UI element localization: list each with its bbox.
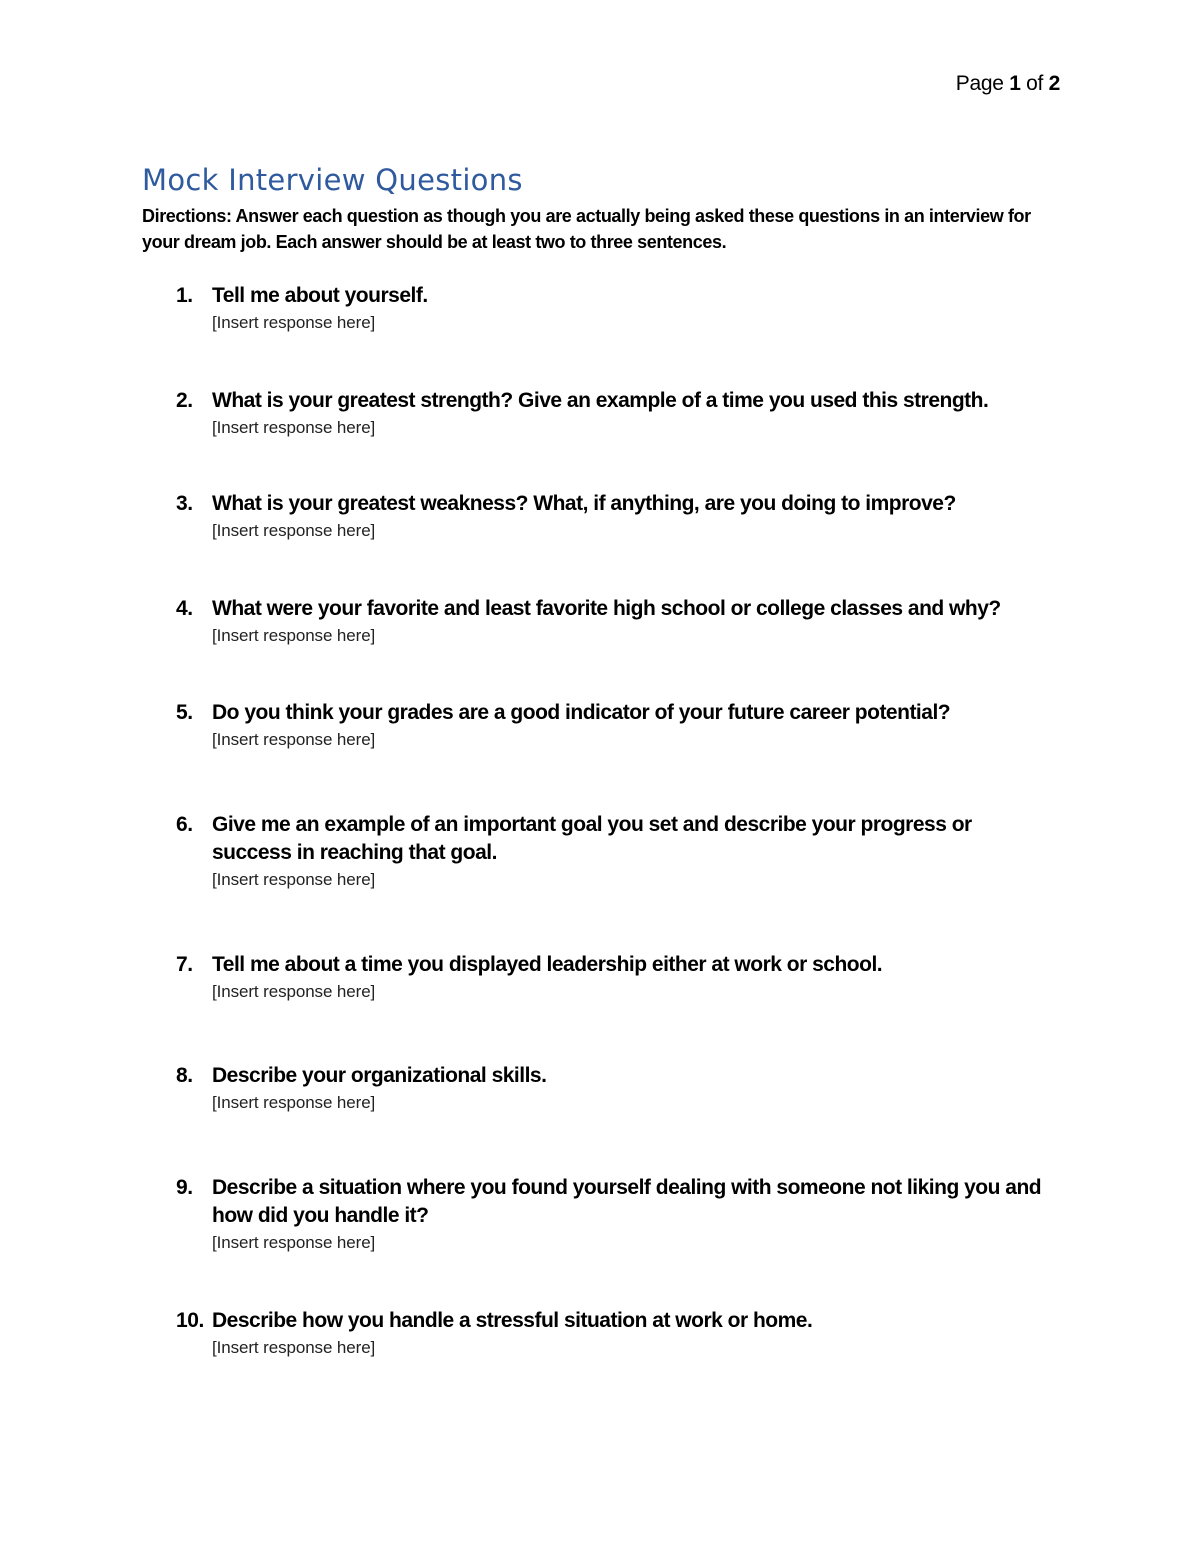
question-text: Describe your organizational skills. — [212, 1064, 547, 1087]
response-placeholder[interactable]: [Insert response here] — [212, 1338, 376, 1357]
page-total: 2 — [1048, 72, 1060, 95]
question-number: 7. — [176, 953, 193, 976]
question-text: What is your greatest strength? Give an example of a time you used this strength. — [212, 389, 989, 412]
question-text: Tell me about a time you displayed leadership either at work or school. — [212, 953, 883, 976]
question-text: Give me an example of an important goal you set and describe your progress or success in reaching that goal. — [212, 813, 972, 864]
question-text: What were your favorite and least favorite high school or college classes and why? — [212, 597, 1001, 620]
question-number: 9. — [176, 1176, 193, 1199]
response-placeholder[interactable]: [Insert response here] — [212, 870, 376, 889]
question-item — [176, 490, 1056, 544]
question-number: 10. — [176, 1309, 204, 1332]
response-placeholder[interactable]: [Insert response here] — [212, 313, 376, 332]
question-number: 2. — [176, 389, 193, 412]
question-item — [176, 811, 1056, 893]
response-placeholder[interactable]: [Insert response here] — [212, 626, 376, 645]
question-number: 5. — [176, 701, 193, 724]
directions-text: Directions: Answer each question as though you are actually being asked these questions in an interview for your dream job. Each answer should be at least two to three sentences. — [142, 206, 1031, 252]
response-placeholder[interactable]: [Insert response here] — [212, 730, 376, 749]
page-label: Page — [955, 72, 1004, 95]
question-number: 4. — [176, 597, 193, 620]
question-number: 6. — [176, 813, 193, 836]
question-text: What is your greatest weakness? What, if anything, are you doing to improve? — [212, 492, 956, 515]
response-placeholder[interactable]: [Insert response here] — [212, 418, 376, 437]
question-item — [176, 387, 1056, 441]
question-item — [176, 1307, 1056, 1361]
question-text: Tell me about yourself. — [212, 284, 428, 307]
response-placeholder[interactable]: [Insert response here] — [212, 1093, 376, 1112]
question-item — [176, 1174, 1056, 1256]
page-number — [956, 72, 1060, 96]
response-placeholder[interactable]: [Insert response here] — [212, 982, 376, 1001]
question-item — [176, 282, 1056, 336]
page-of-label: of — [1026, 72, 1044, 95]
response-placeholder[interactable]: [Insert response here] — [212, 521, 376, 540]
question-number: 3. — [176, 492, 193, 515]
question-text: Do you think your grades are a good indicator of your future career potential? — [212, 701, 951, 724]
question-number: 8. — [176, 1064, 193, 1087]
document-title: Mock Interview Questions — [142, 163, 523, 197]
question-item — [176, 951, 1056, 1005]
question-item — [176, 595, 1056, 649]
page-current: 1 — [1009, 72, 1021, 95]
response-placeholder[interactable]: [Insert response here] — [212, 1233, 376, 1252]
question-number: 1. — [176, 284, 193, 307]
question-item — [176, 699, 1056, 753]
question-item — [176, 1062, 1056, 1116]
question-text: Describe how you handle a stressful situation at work or home. — [212, 1309, 813, 1332]
question-text: Describe a situation where you found yourself dealing with someone not liking you and how did you handle it? — [212, 1176, 1042, 1227]
